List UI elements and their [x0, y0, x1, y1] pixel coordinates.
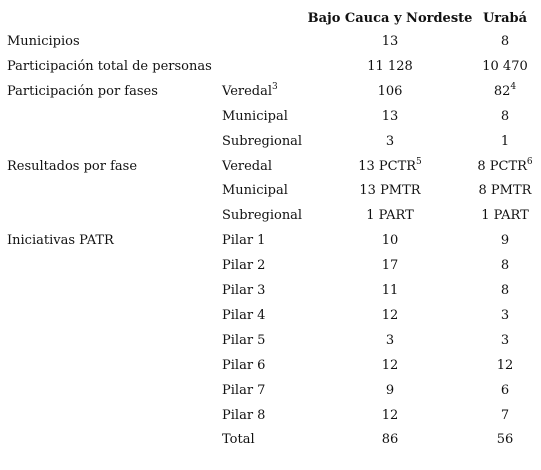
table-row	[0, 231, 541, 255]
table-row	[0, 356, 541, 380]
value-uraba-text: 8 PMTR	[478, 183, 532, 199]
table-row	[0, 181, 541, 205]
row-label	[7, 82, 219, 102]
row-label	[7, 381, 219, 401]
table-row	[0, 306, 541, 330]
value-bajo-cauca	[310, 356, 470, 376]
row-label	[7, 281, 219, 301]
value-bajo-cauca	[310, 181, 470, 201]
value-bajo-cauca-text: 3	[385, 133, 395, 149]
row-label-text: Iniciativas PATR	[7, 233, 114, 249]
table-row	[0, 256, 541, 280]
value-bajo-cauca	[310, 430, 470, 450]
value-uraba-text: 12	[496, 357, 514, 373]
row-sublabel	[222, 132, 308, 152]
header-region-bajo-cauca: Bajo Cauca y Nordeste	[307, 11, 473, 26]
value-bajo-cauca-text: 13	[381, 108, 399, 124]
value-bajo-cauca-text: 13	[381, 34, 399, 49]
row-sublabel-text: Pilar 6	[222, 357, 266, 373]
table-row	[0, 206, 541, 230]
value-bajo-cauca-text: 106	[377, 83, 403, 99]
footnote-marker: 3	[272, 81, 278, 92]
value-uraba-text: 1	[500, 133, 510, 149]
value-uraba-text: 9	[500, 233, 510, 249]
row-label	[7, 206, 219, 226]
table-row	[0, 57, 541, 81]
value-uraba	[470, 430, 540, 450]
footnote-marker: 5	[416, 156, 422, 167]
value-bajo-cauca	[310, 256, 470, 276]
value-bajo-cauca	[310, 82, 470, 102]
table-row	[0, 157, 541, 181]
row-sublabel-text: Pilar 4	[222, 307, 266, 323]
row-label	[7, 356, 219, 376]
value-uraba-text: 8	[500, 108, 510, 124]
value-bajo-cauca-text: 10	[381, 233, 399, 249]
table-row	[0, 281, 541, 305]
row-sublabel	[222, 406, 308, 426]
value-bajo-cauca	[310, 331, 470, 351]
row-sublabel	[222, 430, 308, 450]
row-label-text: Participación total de personas	[7, 58, 212, 74]
value-bajo-cauca	[310, 231, 470, 251]
row-label	[7, 306, 219, 326]
value-uraba-text: 56	[496, 432, 514, 448]
row-sublabel-text: Municipal	[222, 183, 288, 199]
value-bajo-cauca	[310, 381, 470, 401]
value-uraba-text: 8	[500, 258, 510, 274]
value-bajo-cauca	[310, 406, 470, 426]
value-bajo-cauca-text: 9	[385, 382, 395, 398]
value-bajo-cauca	[310, 206, 470, 226]
value-uraba	[470, 381, 540, 401]
value-bajo-cauca-text: 12	[381, 357, 399, 373]
value-uraba	[470, 206, 540, 226]
table-row	[0, 82, 541, 106]
row-sublabel-text: Pilar 3	[222, 283, 266, 298]
row-sublabel	[222, 206, 308, 226]
table-row	[0, 430, 541, 454]
value-bajo-cauca-text: 3	[385, 332, 395, 348]
table-row	[0, 107, 541, 131]
value-uraba	[470, 107, 540, 127]
row-label	[7, 132, 219, 152]
row-sublabel	[222, 231, 308, 251]
row-sublabel-text: Total	[222, 432, 255, 448]
value-uraba-text: 7	[500, 407, 510, 423]
footnote-marker: 4	[510, 81, 517, 92]
value-bajo-cauca-text: 12	[381, 307, 399, 323]
value-uraba	[470, 82, 540, 102]
row-label-text: Participación por fases	[7, 83, 158, 99]
value-bajo-cauca-text: 12	[381, 407, 399, 423]
value-uraba-text: 8	[500, 34, 510, 49]
row-label	[7, 181, 219, 201]
value-uraba-text: 3	[500, 307, 510, 323]
row-label	[7, 157, 219, 177]
value-uraba-text: 82	[493, 83, 511, 99]
row-label	[7, 231, 219, 251]
value-bajo-cauca	[310, 132, 470, 152]
row-sublabel	[222, 281, 308, 301]
value-uraba	[470, 231, 540, 251]
value-bajo-cauca	[310, 32, 470, 52]
row-sublabel-text: Veredal	[222, 158, 273, 174]
row-sublabel	[222, 381, 308, 401]
row-label-text: Resultados por fase	[7, 158, 138, 174]
row-sublabel	[222, 57, 308, 77]
row-label	[7, 107, 219, 127]
table-row	[0, 381, 541, 405]
value-uraba	[470, 406, 540, 426]
row-sublabel-text: Subregional	[222, 208, 303, 224]
value-bajo-cauca-text: 13 PCTR	[358, 158, 417, 174]
row-sublabel	[222, 356, 308, 376]
row-sublabel	[222, 107, 308, 127]
value-bajo-cauca	[310, 57, 470, 77]
row-sublabel-text: Pilar 1	[222, 233, 266, 249]
row-sublabel	[222, 256, 308, 276]
value-uraba-text: 10 470	[482, 58, 528, 74]
value-uraba-text: 8 PCTR	[477, 158, 527, 174]
value-uraba	[470, 306, 540, 326]
value-uraba-text: 3	[500, 332, 510, 348]
row-sublabel-text: Veredal	[222, 83, 273, 99]
row-sublabel-text: Pilar 5	[222, 332, 266, 348]
value-bajo-cauca	[310, 107, 470, 127]
row-label	[7, 406, 219, 426]
value-bajo-cauca-text: 1 PART	[366, 208, 414, 224]
value-bajo-cauca	[310, 281, 470, 301]
value-bajo-cauca-text: 17	[381, 258, 399, 274]
row-label	[7, 32, 219, 52]
row-sublabel	[222, 32, 308, 52]
value-uraba	[470, 57, 540, 77]
value-uraba	[470, 132, 540, 152]
value-uraba	[470, 331, 540, 351]
table-row	[0, 331, 541, 355]
value-bajo-cauca-text: 11 128	[367, 58, 413, 74]
row-label	[7, 57, 219, 77]
row-sublabel-text: Subregional	[222, 133, 303, 149]
table-row	[0, 406, 541, 430]
value-uraba	[470, 356, 540, 376]
row-sublabel-text: Pilar 8	[222, 407, 266, 423]
value-bajo-cauca-text: 86	[381, 432, 399, 448]
value-uraba-text: 6	[500, 382, 510, 398]
row-sublabel	[222, 331, 308, 351]
row-label	[7, 256, 219, 276]
row-label	[7, 430, 219, 450]
row-sublabel	[222, 306, 308, 326]
header-region-uraba: Urabá	[482, 11, 528, 26]
value-bajo-cauca-text: 11	[381, 283, 399, 298]
value-uraba	[470, 281, 540, 301]
row-sublabel-text: Municipal	[222, 108, 288, 124]
row-sublabel-text: Pilar 7	[222, 382, 266, 398]
value-uraba	[470, 181, 540, 201]
row-sublabel	[222, 157, 308, 177]
value-bajo-cauca	[310, 157, 470, 177]
row-label-text: Municipios	[7, 34, 80, 49]
row-sublabel-text: Pilar 2	[222, 258, 266, 274]
row-sublabel	[222, 82, 308, 102]
value-uraba	[470, 32, 540, 52]
table-row	[0, 32, 541, 56]
row-label	[7, 331, 219, 351]
footnote-marker: 6	[526, 156, 533, 167]
row-sublabel	[222, 181, 308, 201]
value-uraba	[470, 256, 540, 276]
value-uraba-text: 8	[500, 283, 510, 298]
value-uraba-text: 1 PART	[481, 208, 529, 224]
value-uraba	[470, 157, 540, 177]
table-row	[0, 132, 541, 156]
value-bajo-cauca	[310, 306, 470, 326]
value-bajo-cauca-text: 13 PMTR	[359, 183, 421, 199]
